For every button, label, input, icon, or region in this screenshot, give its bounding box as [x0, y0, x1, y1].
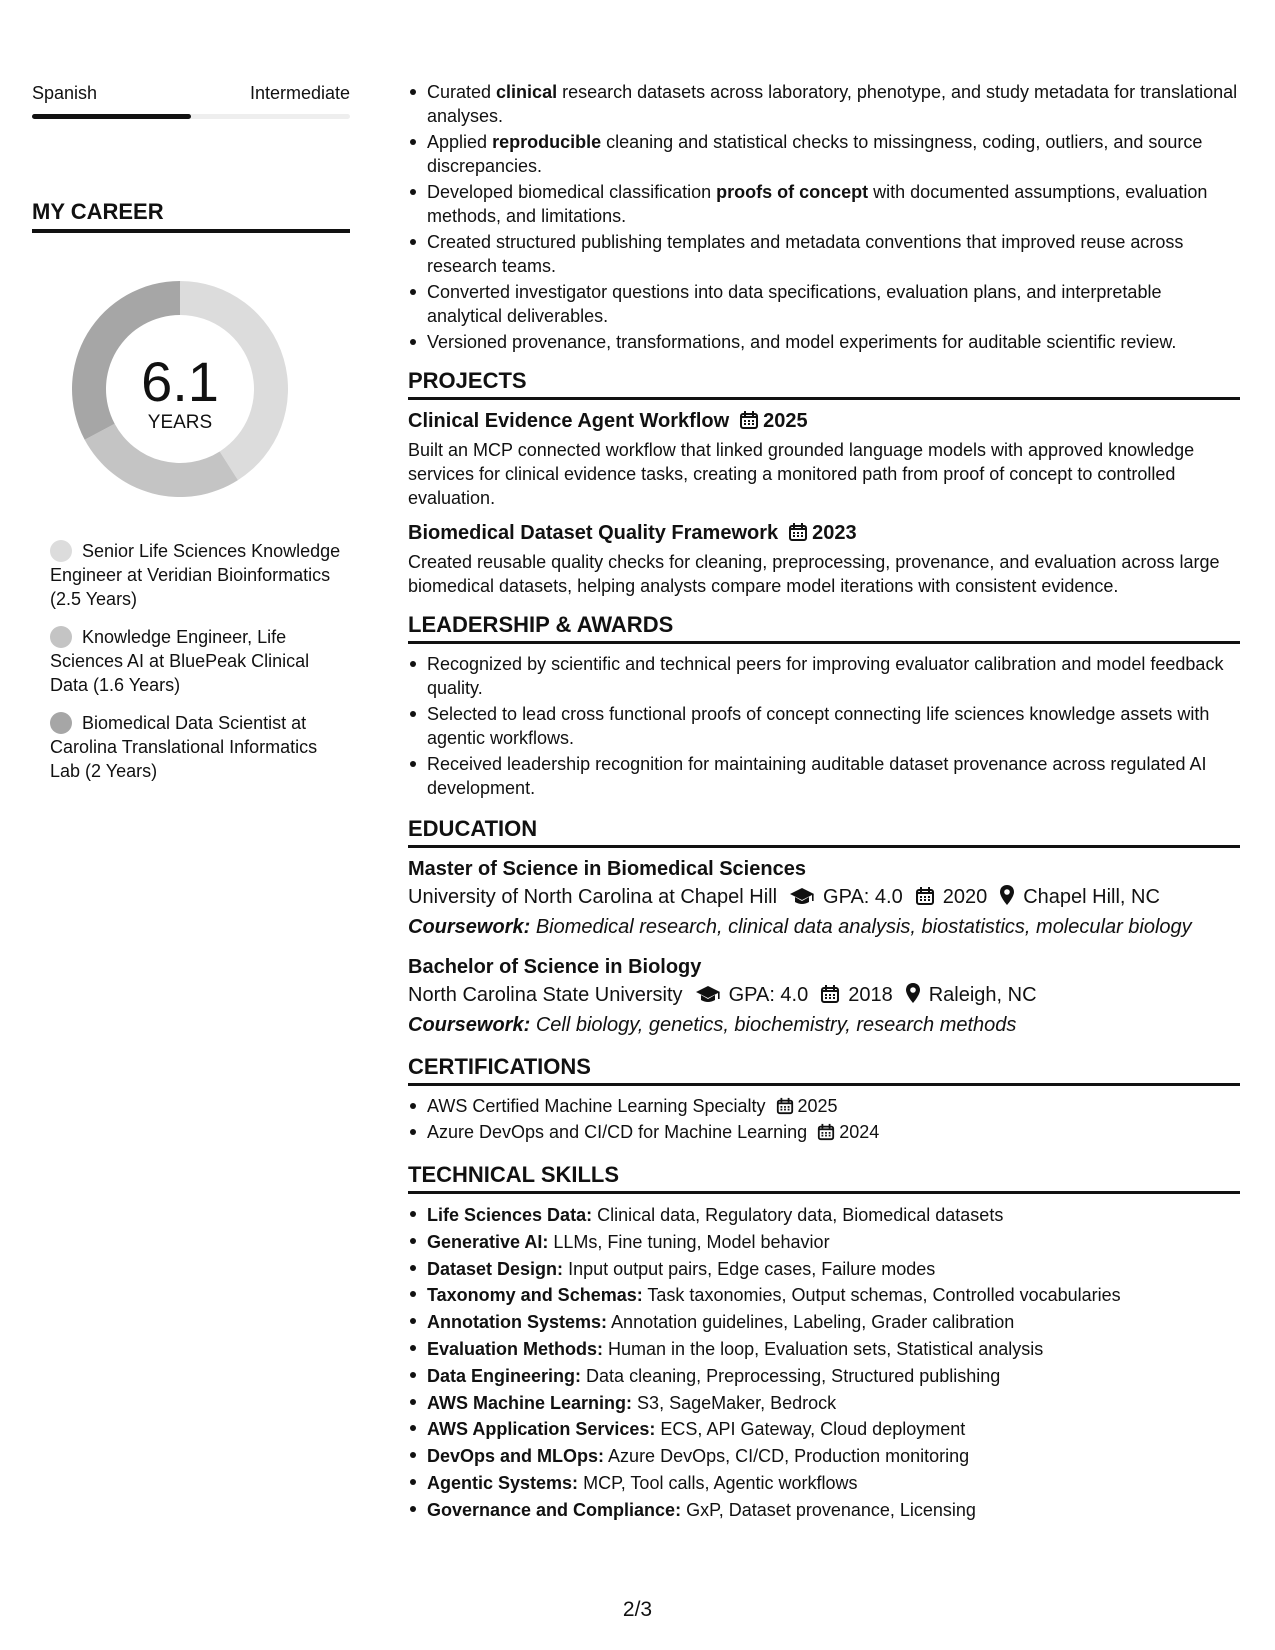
graduation-cap-icon — [789, 886, 815, 906]
graduation-year: 2020 — [942, 886, 988, 908]
bullet-text: Versioned provenance, transformations, and model experiments for auditable scientific review. — [427, 332, 1177, 352]
skill-category: AWS Machine Learning: — [427, 1392, 633, 1413]
leadership-item: Received leadership recognition for maintaining auditable dataset provenance across regulated AI development. — [408, 752, 1240, 800]
skill-category: Data Engineering: — [427, 1365, 582, 1386]
certification-item — [408, 1120, 1240, 1144]
project-title: Biomedical Dataset Quality Framework — [408, 522, 779, 544]
skill-category: Agentic Systems: — [427, 1472, 579, 1493]
coursework-text: Cell biology, genetics, biochemistry, research methods — [535, 1014, 1017, 1036]
skill-item — [408, 1336, 1240, 1363]
legend-dot — [50, 712, 72, 734]
school-name: North Carolina State University — [408, 984, 683, 1006]
bullet-text: cleaning and statistical checks to missingness, coding, outliers, and source discrepancies. — [427, 132, 1203, 176]
page-number: 2/3 — [622, 1598, 653, 1621]
calendar-icon — [817, 1123, 835, 1141]
degree-title: Master of Science in Biomedical Sciences — [408, 858, 806, 880]
bullet-text: research datasets across laboratory, phenotype, and study metadata for translational analyses. — [427, 82, 1238, 126]
skill-category: Governance and Compliance: — [427, 1499, 682, 1520]
skill-values: GxP, Dataset provenance, Licensing — [686, 1499, 976, 1520]
projects-list — [408, 408, 1240, 598]
skill-values: MCP, Tool calls, Agentic workflows — [583, 1472, 858, 1493]
skill-values: Human in the loop, Evaluation sets, Statistical analysis — [608, 1338, 1044, 1359]
certification-name: AWS Certified Machine Learning Specialty — [427, 1096, 766, 1116]
degree-meta — [408, 882, 1240, 912]
skill-item — [408, 1363, 1240, 1390]
skill-category: Annotation Systems: — [427, 1312, 608, 1333]
skill-item — [408, 1229, 1240, 1256]
skill-values: Data cleaning, Preprocessing, Structured publishing — [586, 1365, 1001, 1386]
skill-category: Generative AI: — [427, 1231, 549, 1252]
coursework-text: Biomedical research, clinical data analysis, biostatistics, molecular biology — [535, 916, 1192, 938]
legend-label: Senior Life Sciences Knowledge Engineer at Veridian Bioinformatics (2.5 Years) — [50, 541, 341, 609]
skill-item — [408, 1202, 1240, 1229]
skill-category: Taxonomy and Schemas: — [427, 1285, 643, 1306]
bullet-text: with documented assumptions, evaluation methods, and limitations. — [427, 182, 1208, 226]
career-legend-item — [50, 711, 350, 783]
right-column — [408, 80, 1240, 1524]
language-row — [32, 82, 350, 104]
career-heading: MY CAREER — [32, 199, 350, 233]
skill-item — [408, 1390, 1240, 1417]
calendar-icon — [915, 886, 935, 906]
legend-label: Biomedical Data Scientist at Carolina Translational Informatics Lab (2 Years) — [50, 713, 318, 781]
project-description: Created reusable quality checks for cleaning, preprocessing, provenance, and evaluation across large biomedical datasets, helping analysts compare model iterations with consistent evidence. — [408, 552, 1220, 596]
language-name: Spanish — [32, 83, 98, 103]
language-proficiency-fill — [32, 114, 191, 119]
skill-item — [408, 1309, 1240, 1336]
project-year: 2025 — [763, 410, 808, 432]
skills-list — [408, 1202, 1240, 1524]
skill-item — [408, 1470, 1240, 1497]
projects-heading: PROJECTS — [408, 368, 1240, 400]
experience-bullet — [408, 330, 1240, 354]
school-location: Raleigh, NC — [928, 984, 1037, 1006]
skill-item — [408, 1497, 1240, 1524]
calendar-icon — [788, 522, 808, 542]
skill-item — [408, 1256, 1240, 1283]
calendar-icon — [820, 984, 840, 1004]
coursework — [408, 1010, 1240, 1040]
experience-bullets — [408, 80, 1240, 354]
skill-values: Clinical data, Regulatory data, Biomedical datasets — [597, 1205, 1004, 1225]
graduation-cap-icon — [695, 984, 721, 1004]
experience-bullet — [408, 80, 1240, 128]
leadership-heading: LEADERSHIP & AWARDS — [408, 612, 1240, 644]
skill-category: Life Sciences Data: — [427, 1205, 593, 1225]
project-title: Clinical Evidence Agent Workflow — [408, 410, 730, 432]
certification-year: 2024 — [839, 1122, 880, 1142]
skill-item — [408, 1416, 1240, 1443]
education-list — [408, 856, 1240, 1040]
bullet-emphasis: proofs of concept — [716, 182, 869, 202]
school-name: University of North Carolina at Chapel Hill — [408, 886, 778, 908]
career-total-years: 6.1 — [141, 350, 219, 413]
bullet-text: Converted investigator questions into data specifications, evaluation plans, and interpretable analytical deliverables. — [427, 282, 1162, 326]
experience-bullet — [408, 230, 1240, 278]
skill-values: Annotation guidelines, Labeling, Grader calibration — [611, 1312, 1015, 1333]
coursework-label: Coursework: — [408, 1014, 531, 1036]
experience-bullet — [408, 180, 1240, 228]
project-description: Built an MCP connected workflow that linked grounded language models with approved knowledge services for clinical evidence tasks, creating a monitored path from proof of concept to controlled evaluation. — [408, 440, 1195, 508]
career-legend — [32, 539, 350, 783]
graduation-year: 2018 — [848, 984, 893, 1006]
skill-category: Evaluation Methods: — [427, 1338, 604, 1359]
bullet-text: Created structured publishing templates and metadata conventions that improved reuse across research teams. — [427, 232, 1184, 276]
bullet-text: Developed biomedical classification — [427, 182, 717, 202]
coursework — [408, 912, 1240, 942]
coursework-label: Coursework: — [408, 916, 531, 938]
bullet-emphasis: reproducible — [492, 132, 602, 152]
donut-center — [66, 275, 294, 503]
degree-title: Bachelor of Science in Biology — [408, 956, 702, 978]
project-title-row — [408, 520, 1240, 546]
leadership-list — [408, 652, 1240, 800]
skill-item — [408, 1282, 1240, 1309]
certifications-heading: CERTIFICATIONS — [408, 1054, 1240, 1086]
degree-meta — [408, 980, 1240, 1010]
language-level: Intermediate — [249, 83, 350, 103]
legend-label: Knowledge Engineer, Life Sciences AI at BluePeak Clinical Data (1.6 Years) — [50, 627, 310, 695]
project-title-row — [408, 408, 1240, 434]
skill-category: AWS Application Services: — [427, 1419, 656, 1440]
experience-bullet — [408, 280, 1240, 328]
skill-item — [408, 1443, 1240, 1470]
skills-heading: TECHNICAL SKILLS — [408, 1162, 1240, 1194]
career-donut-chart — [66, 275, 294, 503]
skill-values: Azure DevOps, CI/CD, Production monitoring — [608, 1446, 970, 1467]
skill-category: DevOps and MLOps: — [427, 1446, 605, 1467]
map-pin-icon — [905, 982, 921, 1004]
skill-values: Task taxonomies, Output schemas, Controlled vocabularies — [647, 1285, 1121, 1306]
certification-year: 2025 — [797, 1096, 838, 1116]
leadership-item: Selected to lead cross functional proofs of concept connecting life sciences knowledge assets with agentic workflows. — [408, 702, 1240, 750]
career-total-unit: YEARS — [147, 412, 213, 433]
experience-bullet — [408, 130, 1240, 178]
calendar-icon — [776, 1097, 794, 1115]
gpa: GPA: 4.0 — [823, 886, 903, 908]
map-pin-icon — [999, 884, 1015, 906]
skill-values: LLMs, Fine tuning, Model behavior — [553, 1231, 830, 1252]
education-heading: EDUCATION — [408, 816, 1240, 848]
skill-category: Dataset Design: — [427, 1258, 564, 1279]
school-location: Chapel Hill, NC — [1023, 886, 1160, 908]
career-legend-item — [50, 625, 350, 697]
gpa: GPA: 4.0 — [728, 984, 809, 1006]
leadership-item: Recognized by scientific and technical peers for improving evaluator calibration and model feedback quality. — [408, 652, 1240, 700]
certification-name: Azure DevOps and CI/CD for Machine Learning — [427, 1122, 808, 1142]
legend-dot — [50, 540, 72, 562]
certification-item — [408, 1094, 1240, 1118]
certifications-list — [408, 1094, 1240, 1144]
bullet-text: Applied — [427, 132, 493, 152]
left-column — [32, 82, 350, 797]
career-legend-item — [50, 539, 350, 611]
language-proficiency-bar — [32, 114, 350, 119]
project-year: 2023 — [812, 522, 857, 544]
skill-values: ECS, API Gateway, Cloud deployment — [660, 1419, 966, 1440]
bullet-text: Curated — [427, 82, 497, 102]
skill-values: Input output pairs, Edge cases, Failure modes — [568, 1258, 936, 1279]
skill-values: S3, SageMaker, Bedrock — [637, 1392, 837, 1413]
legend-dot — [50, 626, 72, 648]
calendar-icon — [739, 410, 759, 430]
bullet-emphasis: clinical — [496, 82, 558, 102]
